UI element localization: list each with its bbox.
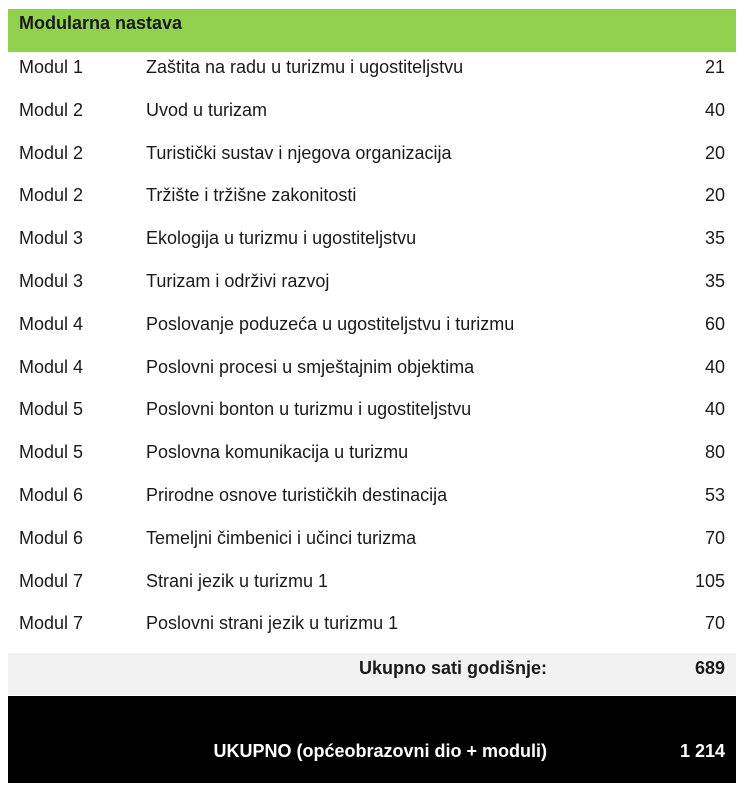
subject-title-cell: Uvod u turizam [146, 99, 268, 120]
total-value: 1 214 [679, 741, 725, 762]
module-cell: Modul 2 [19, 185, 84, 206]
modular-teaching-table [8, 9, 736, 783]
module-cell: Modul 4 [19, 356, 84, 377]
subject-title-cell: Poslovni strani jezik u turizmu 1 [146, 613, 399, 634]
hours-cell: 35 [704, 270, 725, 291]
table-row [8, 266, 736, 309]
hours-cell: 35 [704, 228, 725, 249]
module-cell: Modul 3 [19, 228, 84, 249]
table-row [8, 180, 736, 223]
table-row [8, 566, 736, 609]
module-cell: Modul 5 [19, 399, 84, 420]
table-row [8, 138, 736, 181]
table-row [8, 352, 736, 395]
subject-title-cell: Tržište i tržišne zakonitosti [146, 185, 357, 206]
table-row [8, 608, 736, 651]
subject-title-cell: Turistički sustav i njegova organizacija [146, 142, 452, 163]
module-cell: Modul 5 [19, 442, 84, 463]
hours-cell: 40 [704, 356, 725, 377]
hours-cell: 80 [704, 442, 725, 463]
table-row [8, 223, 736, 266]
table-title: Modularna nastava [19, 13, 183, 33]
table-header [8, 9, 736, 52]
hours-cell: 20 [704, 142, 725, 163]
hours-cell: 105 [694, 570, 725, 591]
hours-cell: 70 [704, 613, 725, 634]
total-row [8, 696, 736, 783]
subtotal-label: Ukupno sati godišnje: [358, 658, 547, 679]
table-row [8, 394, 736, 437]
subject-title-cell: Poslovni procesi u smještajnim objektima [146, 356, 475, 377]
hours-cell: 40 [704, 99, 725, 120]
hours-cell: 40 [704, 399, 725, 420]
hours-cell: 60 [704, 313, 725, 334]
subtotal-row [8, 653, 736, 695]
module-cell: Modul 2 [19, 142, 84, 163]
table-row [8, 437, 736, 480]
hours-cell: 21 [704, 57, 725, 77]
subject-title-cell: Poslovna komunikacija u turizmu [146, 442, 409, 463]
module-cell: Modul 6 [19, 484, 84, 505]
subject-title-cell: Ekologija u turizmu i ugostiteljstvu [146, 228, 417, 249]
subject-title-cell: Strani jezik u turizmu 1 [146, 570, 329, 591]
module-cell: Modul 4 [19, 313, 84, 334]
hours-cell: 53 [704, 484, 725, 505]
hours-cell: 20 [704, 185, 725, 206]
subject-title-cell: Prirodne osnove turističkih destinacija [146, 484, 448, 505]
subject-title-cell: Poslovni bonton u turizmu i ugostiteljstvu [146, 399, 472, 420]
module-cell: Modul 1 [19, 57, 84, 77]
total-label: UKUPNO (općeobrazovni dio + moduli) [213, 741, 547, 762]
subject-title-cell: Poslovanje poduzeća u ugostiteljstvu i turizmu [146, 313, 515, 334]
subject-title-cell: Zaštita na radu u turizmu i ugostiteljstvu [146, 57, 464, 77]
subject-title-cell: Temeljni čimbenici i učinci turizma [146, 527, 417, 548]
subtotal-value: 689 [694, 658, 725, 679]
module-cell: Modul 2 [19, 99, 84, 120]
table-row [8, 480, 736, 523]
subject-title-cell: Turizam i održivi razvoj [146, 270, 330, 291]
table-row [8, 52, 736, 95]
table-row [8, 523, 736, 566]
table-row [8, 95, 736, 138]
table-row [8, 309, 736, 352]
module-cell: Modul 6 [19, 527, 84, 548]
module-cell: Modul 3 [19, 270, 84, 291]
module-cell: Modul 7 [19, 570, 84, 591]
table-body [8, 52, 736, 651]
hours-cell: 70 [704, 527, 725, 548]
module-cell: Modul 7 [19, 613, 84, 634]
